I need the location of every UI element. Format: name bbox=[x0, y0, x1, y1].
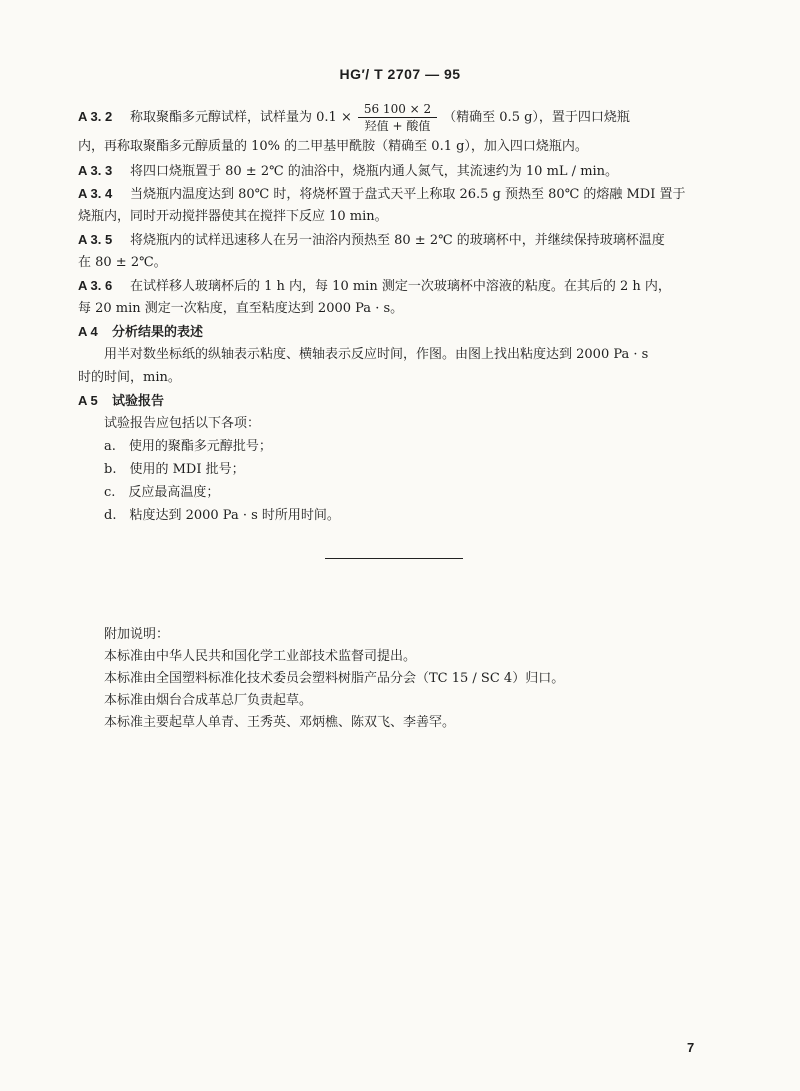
report-intro: 试验报告应包括以下各项： bbox=[104, 416, 261, 431]
notes-line: 本标准由烟台合成革总厂负责起草。 bbox=[104, 693, 313, 708]
section-number: A 3. 5 bbox=[78, 232, 113, 247]
section-a34-line2: 烧瓶内，同时开动搅拌器使其在搅拌下反应 10 min。 bbox=[78, 209, 388, 224]
end-separator-line bbox=[325, 558, 463, 559]
section-a5-heading bbox=[78, 392, 708, 410]
section-a33: A 3. 3 将四口烧瓶置于 80 ± 2℃ 的油浴中，烧瓶内通人氮气，其流速约为 10 mL / min。 bbox=[78, 163, 619, 179]
section-a36: A 3. 6 在试样移人玻璃杯后的 1 h 内，每 10 min 测定一次玻璃杯中溶液的粘度。在其后的 2 h 内， bbox=[78, 278, 671, 294]
section-a34: A 3. 4 当烧瓶内温度达到 80℃ 时，将烧杯置于盘式天平上称取 26.5 g 预热至 80℃ 的熔融 MDI 置于 bbox=[78, 186, 686, 202]
section-a4-line1: 用半对数坐标纸的纵轴表示粘度、横轴表示反应时间，作图。由图上找出粘度达到 2000 Pa · s bbox=[104, 347, 649, 362]
list-item: c. 反应最高温度； bbox=[104, 485, 220, 500]
section-a4-line2: 时的时间，min。 bbox=[78, 370, 181, 385]
section-a32: A 3. 2 称取聚酯多元醇试样，试样量为 0.1 × $\frac{56 100 \times 2}{\text{羟值 + 酸值}}$ （精确至 0.5 g），置于四口烧瓶 bbox=[78, 102, 630, 133]
section-a36-line2: 每 20 min 测定一次粘度，直至粘度达到 2000 Pa · s。 bbox=[78, 301, 404, 316]
section-a35-line2: 在 80 ± 2℃。 bbox=[78, 255, 167, 270]
section-a32-line2: 内，再称取聚酯多元醇质量的 10% 的二甲基甲酰胺（精确至 0.1 g），加入四口烧瓶内。 bbox=[78, 139, 588, 154]
section-a35: A 3. 5 将烧瓶内的试样迅速移人在另一油浴内预热至 80 ± 2℃ 的玻璃杯中，并继续保持玻璃杯温度 bbox=[78, 232, 665, 248]
formula-numerator: 56 100 × 2 bbox=[358, 102, 437, 118]
section-number: A 3. 2 bbox=[78, 109, 113, 124]
section-number: A 3. 6 bbox=[78, 278, 113, 293]
list-item: b. 使用的 MDI 批号； bbox=[104, 462, 245, 477]
list-item: d. 粘度达到 2000 Pa · s 时所用时间。 bbox=[104, 508, 340, 523]
section-number: A 4 bbox=[78, 324, 98, 339]
formula-fraction bbox=[358, 102, 437, 133]
section-number: A 3. 3 bbox=[78, 163, 113, 178]
section-title: 分析结果的表述 bbox=[112, 325, 204, 340]
page-number: 7 bbox=[687, 1040, 695, 1055]
notes-line: 本标准由全国塑料标准化技术委员会塑料树脂产品分会（TC 15 / SC 4）归口。 bbox=[104, 671, 565, 686]
list-item: a. 使用的聚酯多元醇批号； bbox=[104, 439, 272, 454]
section-number: A 3. 4 bbox=[78, 186, 113, 201]
section-title: 试验报告 bbox=[112, 394, 165, 409]
notes-title: 附加说明： bbox=[104, 627, 170, 642]
standard-code-header: HG′/ T 2707 — 95 bbox=[339, 66, 461, 82]
section-a4-heading bbox=[78, 323, 708, 341]
section-number: A 5 bbox=[78, 393, 98, 408]
formula-denominator: 羟值 + 酸值 bbox=[364, 119, 431, 133]
notes-line: 本标准主要起草人单青、王秀英、邓炳樵、陈双飞、李善罕。 bbox=[104, 715, 456, 730]
notes-line: 本标准由中华人民共和国化学工业部技术监督司提出。 bbox=[104, 649, 417, 664]
